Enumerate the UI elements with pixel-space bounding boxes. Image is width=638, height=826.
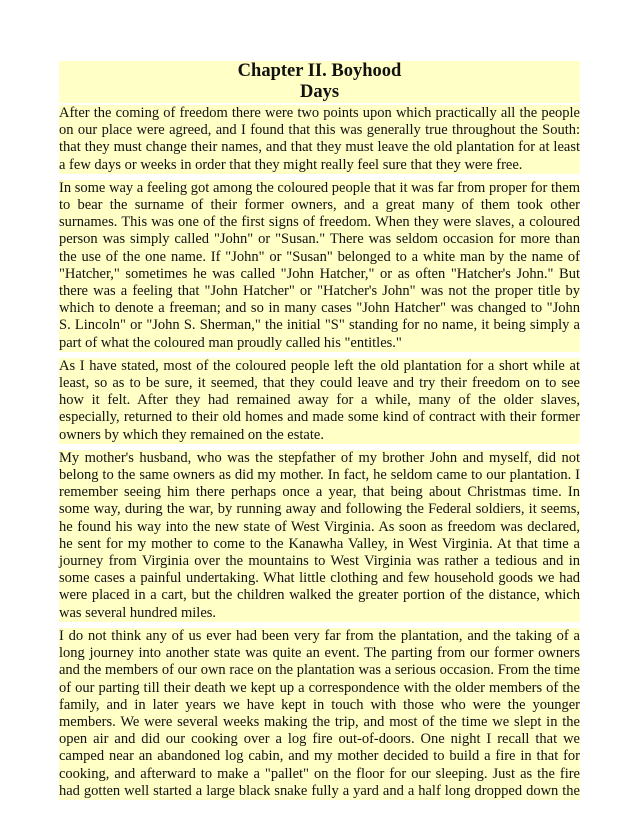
chapter-title-line-2: Days [299, 82, 340, 102]
document-page [59, 61, 580, 806]
paragraph-5: I do not think any of us ever had been very far from the plantation, and the taking of a long journey into another state was quite an event. The parting from our former owners and the members of our own race on the plantation was a serious occasion. From the time of our parting till their death we kept up a correspondence with the older members of the family, and in later years we have kept in touch with those who were the younger members. We were several weeks making the trip, and most of the time we slept in the open air and did our cooking over a log fire out-of-doors. One night I recall that we camped near an abandoned log cabin, and my mother decided to build a fire in that for cooking, and afterward to make a "pallet" on the floor for our sleeping. Just as the fire had gotten well started a large black snake fully a yard and a half long dropped down the [59, 627, 580, 799]
chapter-title-line-1: Chapter II. Boyhood [237, 61, 402, 81]
chapter-title [59, 61, 580, 103]
paragraph-2: In some way a feeling got among the coloured people that it was far from proper for them to bear the surname of their former owners, and a great many of them took other surnames. This was one of the first signs of freedom. When they were slaves, a coloured person was simply called "John" or "Susan." There was seldom occasion for more than the use of the one name. If "John" or "Susan" belonged to a white man by the name of "Hatcher," sometimes he was called "John Hatcher," or as often "Hatcher's John." But there was a feeling that "John Hatcher" or "Hatcher's John" was not the proper title by which to denote a freeman; and so in many cases "John Hatcher" was changed to "John S. Lincoln" or "John S. Sherman," the initial "S" standing for no name, it being simply a part of what the coloured man proudly called his "entitles." [59, 179, 580, 351]
paragraph-1: After the coming of freedom there were two points upon which practically all the people on our place were agreed, and I found that this was generally true throughout the South: that they must change their names, and that they must leave the old plantation for at least a few days or weeks in order that they might really feel sure that they were free. [59, 105, 580, 173]
paragraph-3: As I have stated, most of the coloured people left the old plantation for a short while at least, so as to be sure, it seemed, that they could leave and try their freedom on to see how it felt. After they had remained away for a while, many of the older slaves, especially, returned to their old homes and made some kind of contract with their former owners by which they remained on the estate. [59, 357, 580, 443]
paragraph-4: My mother's husband, who was the stepfather of my brother John and myself, did not belong to the same owners as did my mother. In fact, he seldom came to our plantation. I remember seeing him there perhaps once a year, that being about Christmas time. In some way, during the war, by running away and following the Federal soldiers, it seems, he found his way into the new state of West Virginia. As soon as freedom was declared, he sent for my mother to come to the Kanawha Valley, in West Virginia. At that time a journey from Virginia over the mountains to West Virginia was rather a tedious and in some cases a painful undertaking. What little clothing and few household goods we had were placed in a cart, but the children walked the greater portion of the distance, which was several hundred miles. [59, 449, 580, 621]
